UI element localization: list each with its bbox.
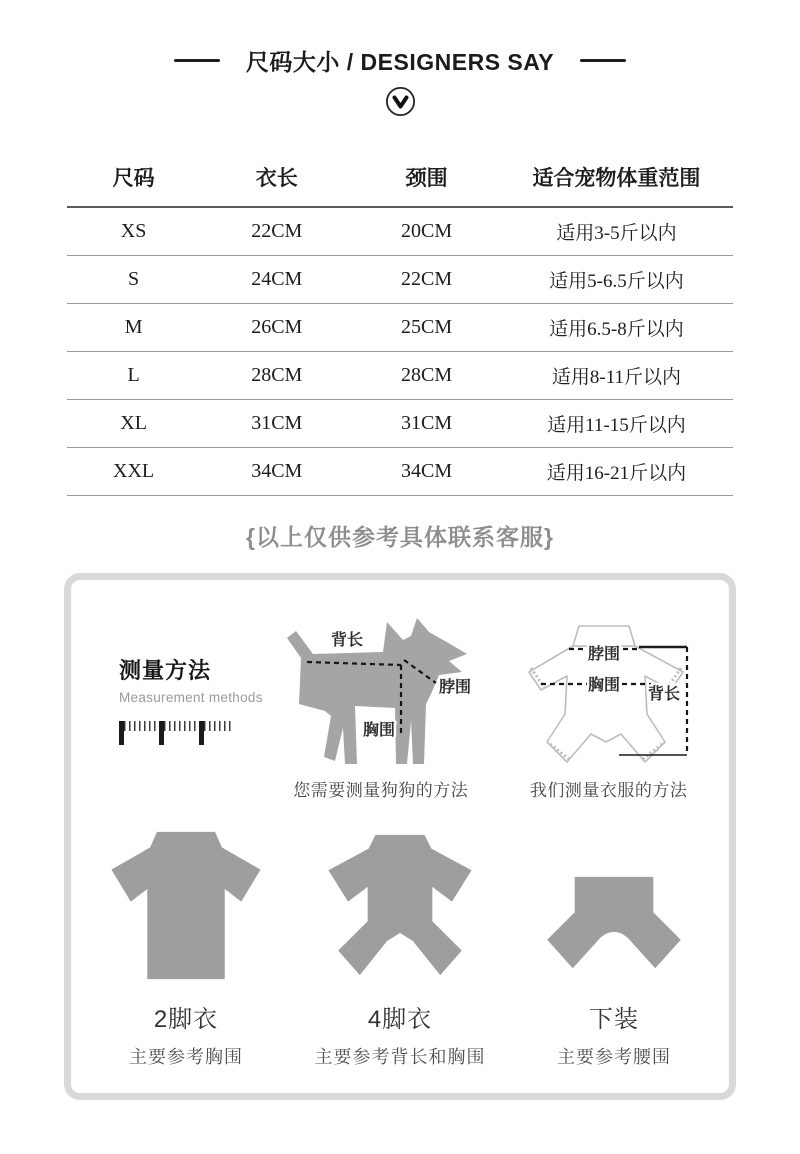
dog-neck-girth-label: 脖围 [438, 678, 471, 696]
neck-cell: 22CM [353, 255, 500, 303]
size-table-header [67, 154, 733, 207]
dog-back-length-label: 背长 [330, 631, 363, 649]
type-name: 下装 [589, 1005, 639, 1033]
size-table [67, 154, 733, 496]
type-card-four-leg [293, 825, 507, 1069]
table-row [67, 303, 733, 351]
garment-chest-label: 胸围 [587, 676, 620, 694]
size-chart-page [0, 44, 800, 1100]
dog-silhouette-icon [283, 616, 479, 768]
type-name: 2脚衣 [153, 1005, 219, 1033]
weight-cell: 适用11-15斤以内 [500, 399, 733, 447]
garment-diagram-caption: 我们测量衣服的方法 [529, 780, 688, 800]
type-card-bottoms [507, 825, 721, 1069]
page-title: 尺码大小 / DESIGNERS SAY [245, 49, 555, 75]
header-left-dash [174, 59, 220, 62]
col-header-neck: 颈围 [353, 154, 500, 207]
size-cell: XS [67, 207, 200, 255]
two-leg-shirt-icon [102, 828, 270, 983]
bottoms-icon [530, 873, 698, 983]
dog-measure-diagram [265, 596, 496, 801]
table-row [67, 399, 733, 447]
length-cell: 26CM [200, 303, 353, 351]
length-cell: 22CM [200, 207, 353, 255]
size-cell: XXL [67, 447, 200, 495]
weight-cell: 适用6.5-8斤以内 [500, 303, 733, 351]
type-card-two-leg [79, 825, 293, 1069]
col-header-weight: 适合宠物体重范围 [500, 154, 733, 207]
four-leg-suit-icon [316, 831, 484, 983]
measurement-subtitle: Measurement methods [119, 689, 263, 705]
reference-note: {以上仅供参考具体联系客服} [246, 523, 554, 550]
neck-cell: 28CM [353, 351, 500, 399]
scroll-hint [0, 86, 800, 118]
size-cell: L [67, 351, 200, 399]
length-cell: 28CM [200, 351, 353, 399]
weight-cell: 适用3-5斤以内 [500, 207, 733, 255]
neck-cell: 31CM [353, 399, 500, 447]
length-cell: 34CM [200, 447, 353, 495]
weight-cell: 适用5-6.5斤以内 [500, 255, 733, 303]
ruler-icon [119, 721, 233, 745]
garment-back-label: 背长 [647, 685, 680, 703]
section-header [0, 44, 800, 77]
table-row [67, 255, 733, 303]
dog-chest-girth-label: 胸围 [362, 721, 395, 739]
circled-down-chevron-icon [385, 86, 416, 117]
measurement-title-block [79, 596, 265, 745]
header-right-dash [580, 59, 626, 62]
type-caption: 主要参考背长和胸围 [314, 1046, 486, 1067]
neck-cell: 20CM [353, 207, 500, 255]
col-header-size: 尺码 [67, 154, 200, 207]
size-cell: XL [67, 399, 200, 447]
weight-cell: 适用16-21斤以内 [500, 447, 733, 495]
length-cell: 31CM [200, 399, 353, 447]
garment-measure-diagram [496, 596, 721, 801]
dog-diagram-caption: 您需要测量狗狗的方法 [293, 780, 469, 800]
neck-cell: 34CM [353, 447, 500, 495]
length-cell: 24CM [200, 255, 353, 303]
type-caption: 主要参考腰围 [557, 1046, 671, 1067]
col-header-length: 衣长 [200, 154, 353, 207]
neck-cell: 25CM [353, 303, 500, 351]
table-row [67, 207, 733, 255]
weight-cell: 适用8-11斤以内 [500, 351, 733, 399]
measurement-method-box [64, 573, 736, 1100]
size-cell: M [67, 303, 200, 351]
table-row [67, 447, 733, 495]
garment-neck-label: 脖围 [587, 645, 620, 663]
measurement-title: 测量方法 [119, 657, 212, 683]
size-cell: S [67, 255, 200, 303]
type-name: 4脚衣 [367, 1005, 433, 1033]
garment-outline-icon [511, 616, 707, 768]
table-row [67, 351, 733, 399]
type-caption: 主要参考胸围 [129, 1046, 243, 1067]
